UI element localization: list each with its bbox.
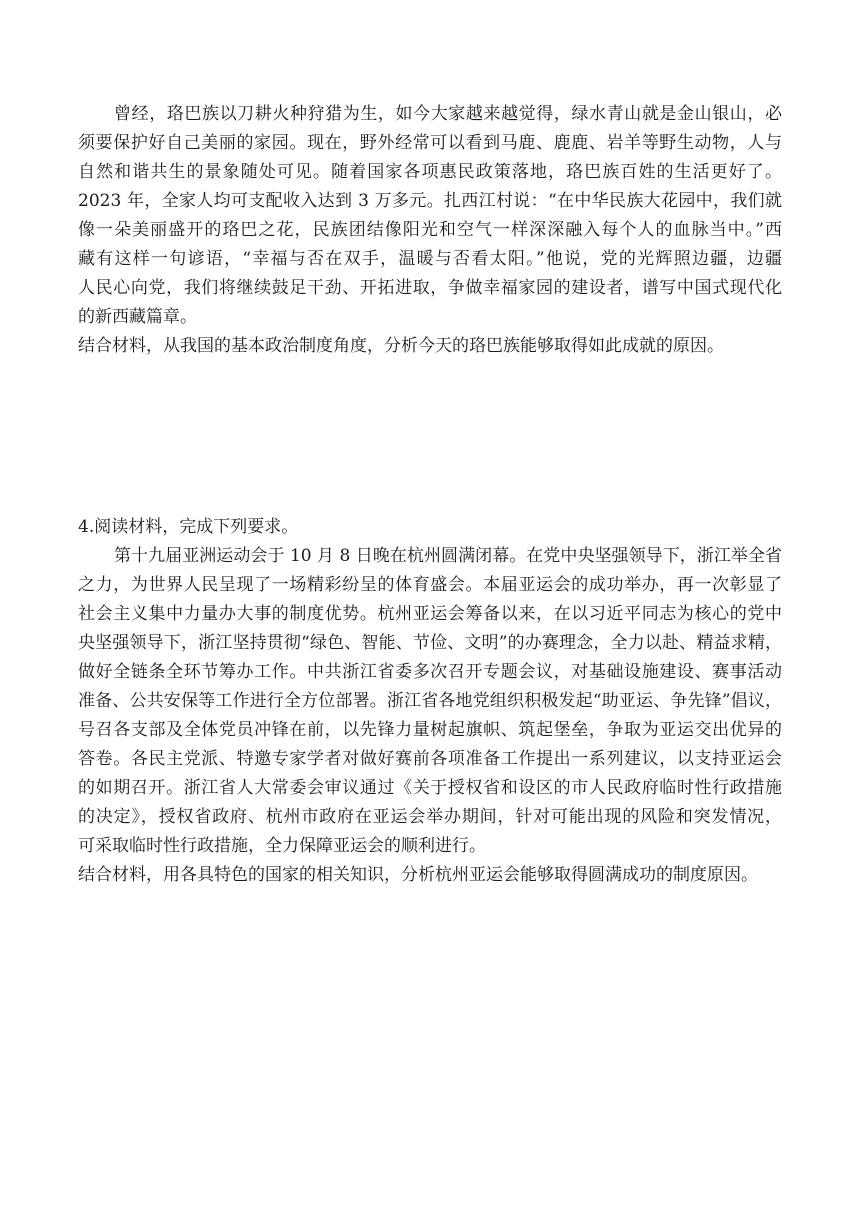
paragraph-line: 答卷。各民主党派、特邀专家学者对做好赛前各项准备工作提出一系列建议，以支持亚运会 xyxy=(78,749,782,769)
material-paragraph-1 xyxy=(78,100,782,332)
question-heading-4: 4.阅读材料，完成下列要求。 xyxy=(78,517,299,537)
paragraph-line: 第十九届亚洲运动会于 10 月 8 日晚在杭州圆满闭幕。在党中央坚强领导下，浙江举全省 xyxy=(114,546,782,566)
paragraph-line: 做好全链条全环节筹办工作。中共浙江省委多次召开专题会议，对基础设施建设、赛事活动 xyxy=(78,662,782,682)
paragraph-line: 可采取临时性行政措施，全力保障亚运会的顺利进行。 xyxy=(78,836,486,856)
paragraph-line: 曾经，珞巴族以刀耕火种狩猎为生，如今大家越来越觉得，绿水青山就是金山银山，必 xyxy=(114,104,782,124)
paragraph-line: 准备、公共安保等工作进行全方位部署。浙江省各地党组织积极发起“助亚运、争先锋”倡议， xyxy=(78,691,782,711)
paragraph-line: 央坚强领导下，浙江坚持贯彻“绿色、智能、节俭、文明”的办赛理念，全力以赴、精益求精， xyxy=(78,633,782,653)
paragraph-line: 人民心向党，我们将继续鼓足干劲、开拓进取，争做幸福家园的建设者，谱写中国式现代化 xyxy=(78,278,782,298)
paragraph-line: 的新西藏篇章。 xyxy=(78,307,197,327)
paragraph-line: 须要保护好自己美丽的家园。现在，野外经常可以看到马鹿、鹿鹿、岩羊等野生动物，人与 xyxy=(78,133,782,153)
paragraph-line: 藏有这样一句谚语，“幸福与否在双手，温暖与否看太阳。”他说，党的光辉照边疆，边疆 xyxy=(78,249,782,269)
paragraph-line: 社会主义集中力量办大事的制度优势。杭州亚运会筹备以来，在以习近平同志为核心的党中 xyxy=(78,604,782,624)
paragraph-line: 2023 年，全家人均可支配收入达到 3 万多元。扎西江村说：“在中华民族大花园中，我们就 xyxy=(78,191,782,211)
question-text-4: 结合材料，用各具特色的国家的相关知识，分析杭州亚运会能够取得圆满成功的制度原因。 xyxy=(78,865,758,885)
paragraph-line: 之力，为世界人民呈现了一场精彩纷呈的体育盛会。本届亚运会的成功举办，再一次彰显了 xyxy=(78,575,782,595)
question-text-1: 结合材料，从我国的基本政治制度角度，分析今天的珞巴族能够取得如此成就的原因。 xyxy=(78,336,724,356)
document-page xyxy=(78,100,782,890)
paragraph-line: 号召各支部及全体党员冲锋在前，以先锋力量树起旗帜、筑起堡垒，争取为亚运交出优异的 xyxy=(78,720,782,740)
material-paragraph-2 xyxy=(78,542,782,861)
paragraph-line: 像一朵美丽盛开的珞巴之花，民族团结像阳光和空气一样深深融入每个人的血脉当中。”西 xyxy=(78,220,782,240)
answer-space xyxy=(78,361,782,513)
paragraph-line: 自然和谐共生的景象随处可见。随着国家各项惠民政策落地，珞巴族百姓的生活更好了。 xyxy=(78,162,782,182)
paragraph-line: 的决定》，授权省政府、杭州市政府在亚运会举办期间，针对可能出现的风险和突发情况， xyxy=(78,807,782,827)
paragraph-line: 的如期召开。浙江省人大常委会审议通过《关于授权省和设区的市人民政府临时性行政措施 xyxy=(78,778,782,798)
